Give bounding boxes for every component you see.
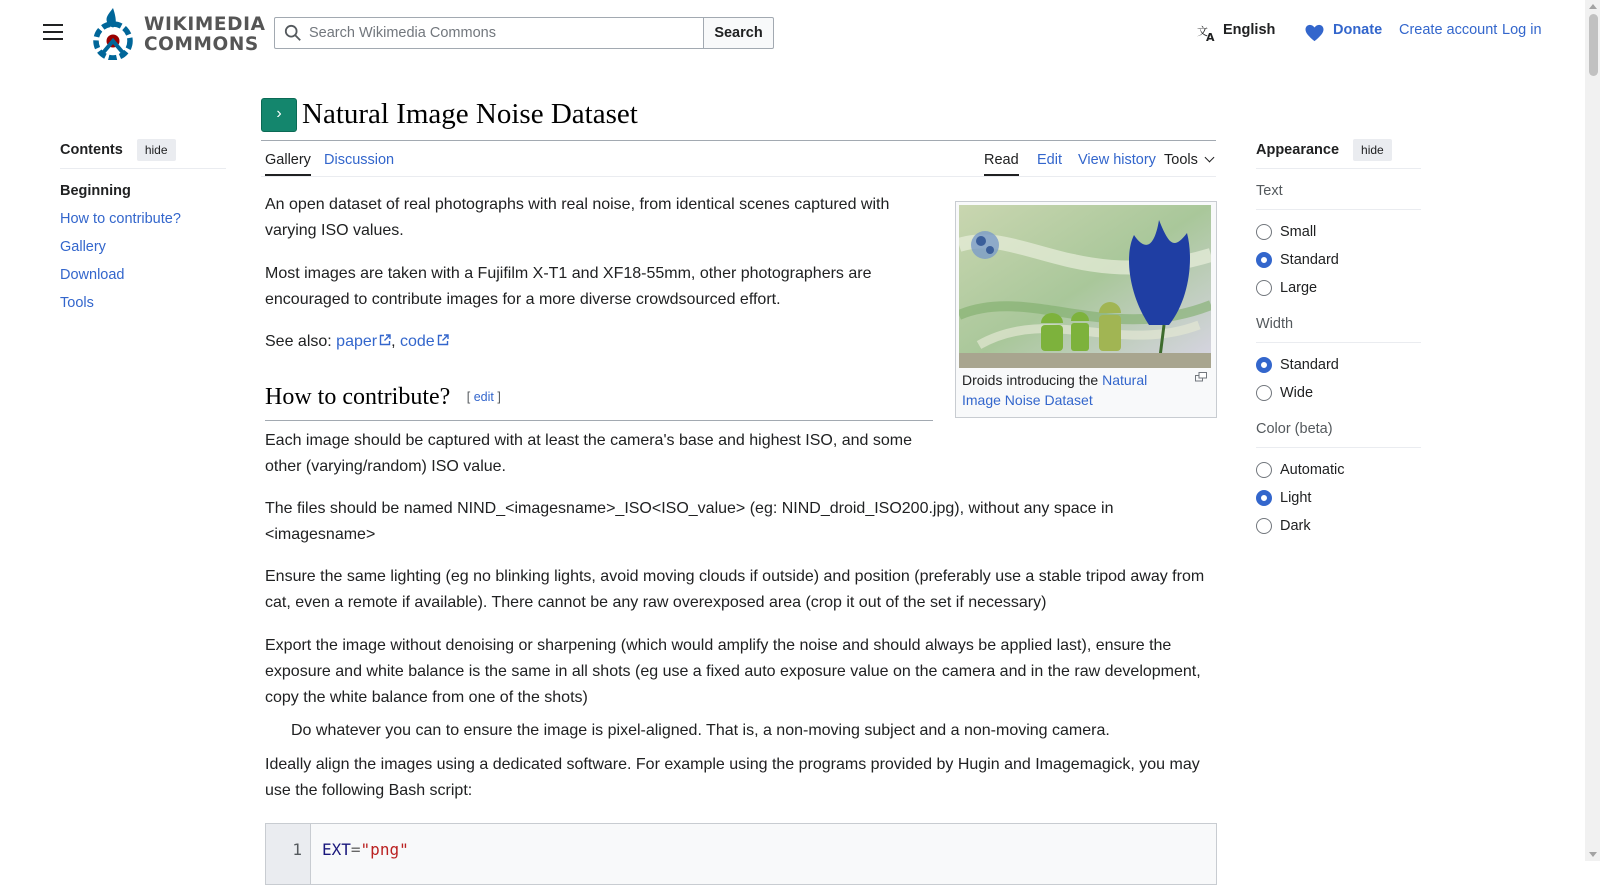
enlarge-icon [1195,372,1207,382]
lighting-paragraph: Ensure the same lighting (eg no blinking lights, avoid moving clouds if outside) and position (preferably use a stable tripod away from cat, even a remote if available). There cannot be any raw overexposed area (crop it out of the set if necessary) [265,568,1205,611]
section-edit-link[interactable]: edit [473,390,494,404]
toc-hide-button[interactable]: hide [137,139,176,161]
intro-paragraph: An open dataset of real photographs with real noise, from identical scenes captured with varying ISO values. [265,196,890,239]
caption-link[interactable]: Natural Image Noise Dataset [962,372,1148,408]
external-link-icon [379,334,391,346]
width-options [1256,351,1421,407]
tab-edit[interactable]: Edit [1037,152,1062,168]
scroll-down-arrow-icon[interactable] [1589,852,1597,857]
tab-gallery[interactable]: Gallery [265,152,311,176]
page-scrollbar[interactable] [1585,0,1600,861]
toc-title: Contents [60,142,123,158]
toc-item-gallery[interactable]: Gallery [60,239,106,255]
color-light-option[interactable] [1256,484,1421,512]
line-number-gutter [266,824,311,884]
logo-line-2: COMMONS [144,34,259,55]
section-heading-text: How to contribute? [265,384,451,410]
commons-logo-icon [88,6,138,60]
radio-label: Light [1280,490,1312,506]
scroll-up-arrow-icon[interactable] [1589,4,1597,9]
main-menu-icon[interactable] [40,20,66,44]
iso-paragraph: Each image should be captured with at least the camera's base and highest ISO, and some other (varying/random) ISO value. [265,432,912,475]
caption-text: Droids introducing the [962,372,1103,388]
code-block [265,823,1217,885]
radio-dark[interactable] [1256,518,1272,534]
svg-text:A: A [1206,31,1215,42]
chevron-down-icon [1204,153,1214,163]
code-operator: = [350,840,361,859]
radio-large[interactable] [1256,280,1272,296]
color-dark-option[interactable] [1256,512,1421,540]
see-also-comma: , [391,333,396,350]
search-input[interactable] [309,18,697,48]
page-tabs [261,146,1216,177]
radio-label: Wide [1280,385,1314,401]
tab-read[interactable]: Read [984,152,1019,176]
language-icon [1197,24,1217,42]
color-options [1256,456,1421,540]
thumbnail-figure [955,201,1217,418]
radio-label: Dark [1280,518,1311,534]
section-heading-how-to-contribute [265,384,933,421]
search-form [274,17,776,49]
thumbnail-caption [962,370,1172,410]
toc-item-download[interactable]: Download [60,267,125,283]
width-label: Width [1256,316,1421,343]
radio-automatic[interactable] [1256,462,1272,478]
toc-item-beginning[interactable]: Beginning [60,183,131,199]
text-size-options [1256,218,1421,302]
radio-label: Standard [1280,357,1339,373]
naming-paragraph: The files should be named NIND_<imagesname>_ISO<ISO_value> (eg: NIND_droid_ISO200.jpg), without any space in <imagesname> [265,500,1114,543]
log-in-link[interactable]: Log in [1502,22,1542,38]
language-selector[interactable]: English [1223,22,1276,38]
create-account-link[interactable]: Create account [1399,22,1498,38]
page-title: Natural Image Noise Dataset [302,98,638,130]
software-paragraph: Ideally align the images using a dedicated software. For example using the programs provided by Hugin and Imagemagick, you may use the following Bash script: [265,756,1200,799]
radio-standard[interactable] [1256,252,1272,268]
radio-label: Standard [1280,252,1339,268]
droids-photo-image[interactable] [959,205,1211,368]
radio-label: Automatic [1280,462,1345,478]
expand-chevron-icon[interactable]: › [261,98,297,132]
code-link[interactable] [400,333,449,350]
site-header [0,0,1585,66]
tab-view-history[interactable]: View history [1078,152,1156,168]
see-also-label: See also: [265,333,332,350]
search-button[interactable]: Search [704,17,774,49]
see-also-paragraph [265,329,915,355]
tab-tools[interactable] [1164,152,1213,174]
scrollbar-thumb[interactable] [1589,14,1598,76]
width-standard-option[interactable] [1256,351,1421,379]
code-link-label: code [400,333,435,350]
paper-link-label: paper [336,333,378,350]
appearance-panel [1256,138,1421,540]
line-number: 1 [292,840,302,859]
search-icon [284,24,302,42]
section-edit: [ edit ] [466,390,501,404]
code-variable: EXT [322,840,351,859]
toc-item-how-to-contribute[interactable]: How to contribute? [60,211,181,227]
wikimedia-commons-logo[interactable] [88,6,266,60]
color-label: Color (beta) [1256,421,1421,448]
text-size-standard-option[interactable] [1256,246,1421,274]
donate-heart-icon [1304,24,1325,42]
radio-small[interactable] [1256,224,1272,240]
svg-text:文: 文 [1197,25,1208,38]
radio-width-wide[interactable] [1256,385,1272,401]
donate-link[interactable]: Donate [1333,22,1383,38]
paper-link[interactable] [336,333,391,350]
appearance-title: Appearance [1256,142,1340,158]
code-line [322,840,409,859]
width-wide-option[interactable] [1256,379,1421,407]
page-title-row [261,96,1216,141]
radio-label: Small [1280,224,1317,240]
text-size-label: Text [1256,183,1421,210]
export-paragraph: Export the image without denoising or sharpening (which would amplify the noise and should always be applied last), ensure the exposure and white balance is the same in all shots (eg use a fixed auto exposure value on the camera and in the raw development, copy the white balance from one of the shots) [265,637,1201,706]
radio-label: Large [1280,280,1318,296]
appearance-hide-button[interactable]: hide [1353,139,1392,161]
code-string: "png" [360,840,409,859]
tab-discussion[interactable]: Discussion [324,152,395,168]
table-of-contents [60,138,226,321]
logo-line-1: WIKIMEDIA [144,14,266,35]
alignment-paragraph: Do whatever you can to ensure the image is pixel-aligned. That is, a non-moving subject and a non-moving camera. [291,722,1110,739]
text-size-large-option[interactable] [1256,274,1421,302]
radio-width-standard[interactable] [1256,357,1272,373]
color-automatic-option[interactable] [1256,456,1421,484]
search-box [274,17,704,49]
radio-light[interactable] [1256,490,1272,506]
toc-item-tools[interactable]: Tools [60,295,94,311]
text-size-small-option[interactable] [1256,218,1421,246]
camera-paragraph: Most images are taken with a Fujifilm X-T1 and XF18-55mm, other photographers are encouraged to contribute images for a more diverse crowdsourced effort. [265,265,872,308]
external-link-icon [437,334,449,346]
tab-tools-label: Tools [1164,152,1198,168]
